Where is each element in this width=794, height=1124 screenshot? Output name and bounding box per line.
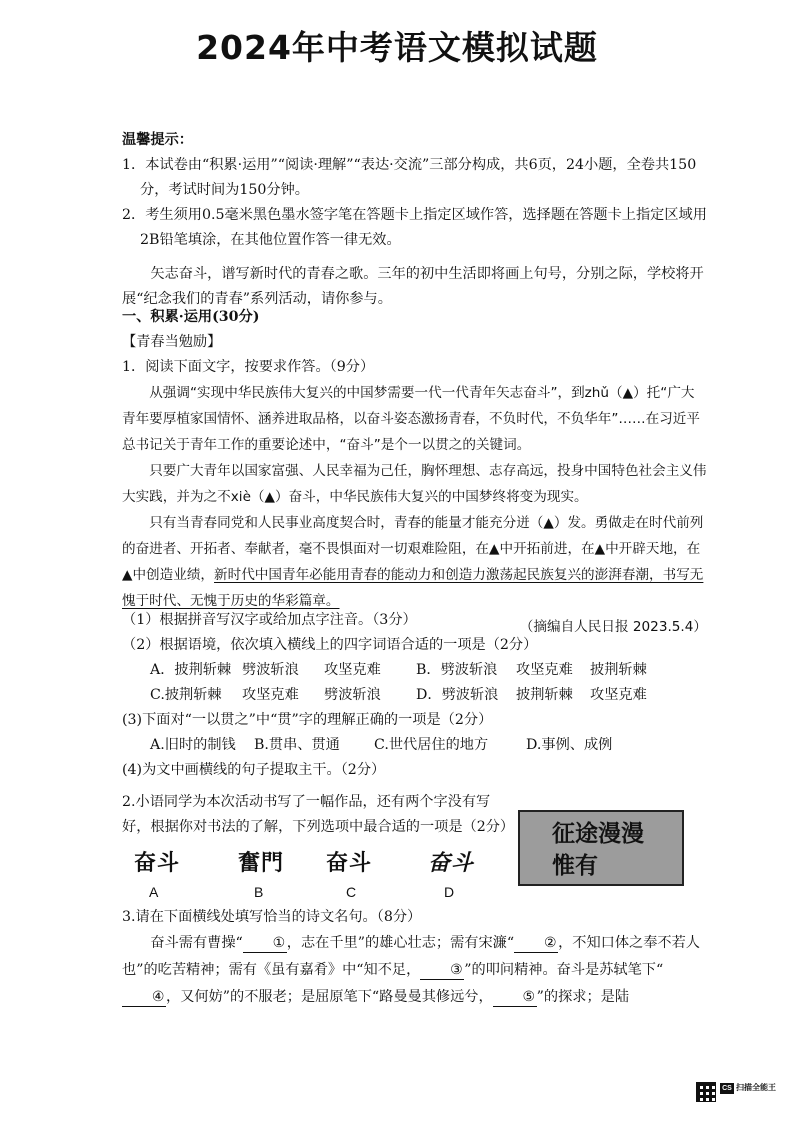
passage-paragraph-3a: 只有当青春同党和人民事业高度契合时，青春的能量才能充分迸（▲）发。勇做走在时代前列的奋进者、开拓者、奉献者，毫不畏惧面对一切艰难险阻，在▲中开拓前进，在▲中开辟天地，在▲中创造业绩， (122, 515, 704, 583)
tips-block (122, 128, 707, 253)
artwork-line-2: 惟有 (552, 852, 598, 879)
q3-text-part: ”的叩问精神。奋斗是苏轼笔下“ (464, 962, 664, 978)
calligraphy-option-a: 奋斗 (134, 850, 181, 876)
option-text: 披荆斩棘 (590, 662, 647, 678)
option-text: D．劈波斩浪 (416, 687, 499, 703)
answer-blank-5[interactable]: ⑤ (493, 988, 537, 1007)
option-letter-b: B (254, 884, 264, 900)
q1-sub-3: (3)下面对“一以贯之”中“贯”字的理解正确的一项是（2分） (122, 712, 493, 728)
tip-item-1: 1．本试卷由“积累·运用”“阅读·理解”“表达·交流”三部分构成，共6页，24小题，全卷共150分，考试时间为150分钟。 (122, 157, 697, 198)
q1-sub-2-options-row-1 (122, 658, 707, 683)
q1-sub-1: （1）根据拼音写汉字或给加点字注音。（3分） (122, 612, 417, 628)
tips-heading: 温馨提示： (122, 132, 193, 148)
page-title: 2024年中考语文模拟试题 (196, 28, 598, 67)
answer-blank-3[interactable]: ③ (420, 961, 464, 980)
q3-text-part: ，又何妨”的不服老；是屈原笔下“路曼曼其修远兮， (166, 989, 493, 1005)
qr-code-icon (696, 1082, 716, 1102)
answer-blank-1[interactable]: ① (243, 934, 287, 953)
option-text: B.贯串、贯通 (254, 737, 340, 753)
option-letter-c: C (346, 884, 357, 900)
option-letter-d: D (444, 884, 455, 900)
option-text: 披荆斩棘 (516, 687, 573, 703)
section-heading: 一、积累·运用(30分) (122, 309, 260, 325)
calligraphy-option-b: 奮門 (238, 850, 285, 876)
q3-text-part: ”的探求；是陆 (536, 989, 630, 1005)
option-text: C.披荆斩棘 (150, 687, 222, 703)
calligraphy-option-c: 奋斗 (326, 850, 373, 876)
passage-paragraph-3 (122, 510, 707, 614)
answer-blank-4[interactable]: ④ (122, 988, 166, 1007)
calligraphy-artwork (518, 810, 684, 886)
tip-item-2: 2．考生须用0.5毫米黑色墨水签字笔在答题卡上指定区域作答，选择题在答题卡上指定区域用2B铅笔填涂，在其他位置作答一律无效。 (122, 207, 707, 248)
passage-source: （摘编自人民日报 2023.5.4） (519, 619, 707, 635)
q2-stem-text: 2.小语同学为本次活动书写了一幅作品，还有两个字没有写好，根据你对书法的了解，下列选项中最合适的一项是（2分） (122, 794, 515, 835)
q2-stem (122, 790, 515, 840)
q1-sub-2-options-row-2 (122, 683, 707, 708)
q1-sub-3-options (122, 733, 707, 758)
q1-subquestions (122, 608, 707, 783)
calligraphy-option-d: 奋斗 (428, 850, 475, 876)
option-text: C.世代居住的地方 (374, 737, 489, 753)
q1-sub-2: （2）根据语境，依次填入横线上的四字词语合适的一项是（2分） (122, 637, 538, 653)
passage-paragraph-1: 从强调“实现中华民族伟大复兴的中国梦需要一代一代青年矢志奋斗”，到zhǔ（▲）托“广大青年要厚植家国情怀、涵养进取品格，以奋斗姿态激扬青春，不负时代，不负华年”……在习近平总书记关于青年工作的重要论述中，“奋斗”是个一以贯之的关键词。 (122, 385, 700, 453)
option-letter-a: A (149, 884, 159, 900)
q3-text (122, 930, 707, 1011)
q1-sub-4: (4)为文中画横线的句子提取主干。（2分） (122, 762, 386, 778)
q3-block (122, 905, 707, 1011)
option-text: 攻坚克难 (590, 687, 647, 703)
artwork-line-1: 征途漫漫 (552, 820, 644, 847)
option-text: B．劈波斩浪 (416, 662, 498, 678)
q3-text-part: ，志在千里”的雄心壮志；需有宋濂“ (286, 935, 515, 951)
option-text: 攻坚克难 (516, 662, 573, 678)
option-text: 攻坚克难 (324, 662, 381, 678)
intro-paragraph: 矢志奋斗，谱写新时代的青春之歌。三年的初中生活即将画上句号，分别之际，学校将开展“纪念我们的青春”系列活动，请你参与。 (122, 266, 704, 307)
q3-text-part: ，不知口体之奉不若人也”的吃苦精神；需有《虽有嘉肴》中“知不足， (122, 935, 700, 978)
passage-paragraph-2: 只要广大青年以国家富强、人民幸福为己任，胸怀理想、志存高远，投身中国特色社会主义伟大实践，并为之不xiè（▲）奋斗，中华民族伟大复兴的中国梦终将变为现实。 (122, 463, 707, 505)
q1-passage (122, 380, 707, 640)
option-text: D.事例、成例 (526, 737, 613, 753)
q3-text-part: 奋斗需有曹操“ (150, 935, 243, 951)
section-1 (122, 305, 707, 380)
section-sub-heading: 【青春当勉励】 (122, 334, 222, 350)
scanner-watermark: 扫描全能王 (736, 1083, 776, 1092)
option-text: A．披荆斩棘 (150, 662, 232, 678)
q1-stem: 1．阅读下面文字，按要求作答。（9分） (122, 359, 375, 375)
scanner-logo-icon: CS (720, 1083, 734, 1094)
option-text: 劈波斩浪 (324, 687, 381, 703)
answer-blank-2[interactable]: ② (514, 934, 558, 953)
option-text: 攻坚克难 (242, 687, 299, 703)
q3-stem: 3.请在下面横线处填写恰当的诗文名句。（8分） (122, 909, 422, 925)
option-text: A.旧时的制钱 (150, 737, 236, 753)
option-text: 劈波斩浪 (242, 662, 299, 678)
underlined-sentence: 新时代中国青年必能用青春的能动力和创造力激荡起民族复兴的澎湃春潮，书写无愧于时代、无愧于历史的华彩篇章。 (122, 567, 704, 609)
